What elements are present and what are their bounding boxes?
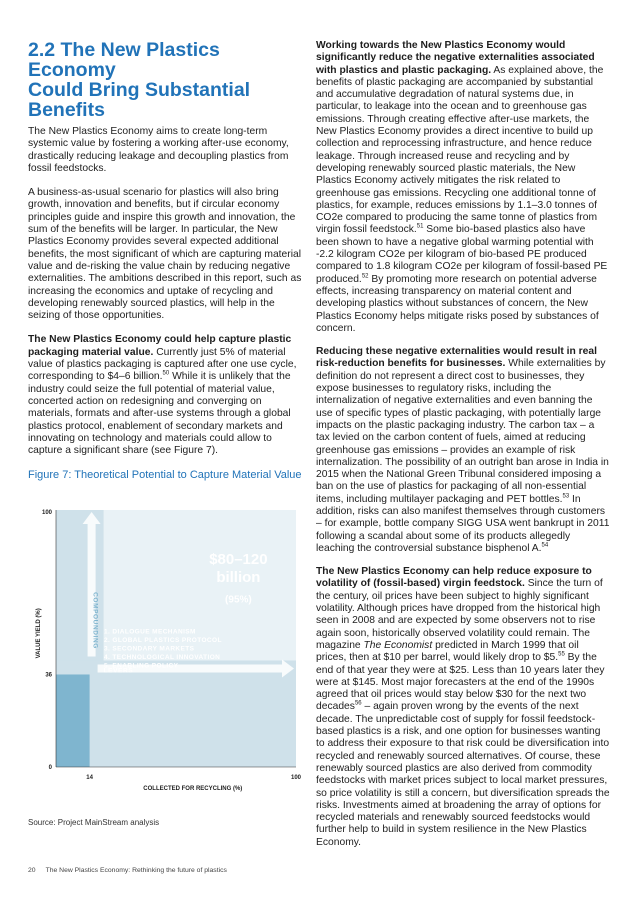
right-p2-lead: Reducing these negative externalities would result in real risk-reduction benefits for businesses. bbox=[316, 346, 597, 370]
right-p1-text-c: By promoting more research on potential adverse effects, increasing transparency on material content and developing plastics without substances of concern, the New Plastics Economy helps mitigate risks posed by substances of concern. bbox=[316, 273, 599, 334]
right-paragraph-2 bbox=[316, 346, 610, 555]
heading-line-3: Benefits bbox=[28, 99, 105, 121]
right-p3-text-b: predicted in March 1999 that oil prices, then at $10 per barrel, would likely drop to $5. bbox=[316, 639, 579, 664]
left-p3-text-b: While it is unlikely that the industry could seize the full potential of material value, concerted action on redesigning and converging on materials, formats and after-use systems through a global plastics protocol, enablement of secondary markets and innovating on technology and materials could allow to capture a significant share (see Figure 7). bbox=[28, 371, 291, 457]
lever-item: 4. TECHNOLOGICAL INNOVATION bbox=[104, 653, 221, 661]
right-p1-text-a: As explained above, the benefits of plastic packaging are accompanied by substantial and accumulative degradation of natural systems due, in particular, to leakage into the ocean and to greenhouse gas emissions. Through creating effective after-use markets, the New Plastics Economy provides a direct incentive to build up collection and reprocessing infrastructure, and hence reduce leakage. Through increased reuse and recycling and by developing renewably sourced plastic materials, the New Plastics Economy actively mitigates the risk related to greenhouse gas emissions. Recycling one additional tonne of plastics, for example, reduces emissions by 1.1–3.0 tonnes of CO2e compared to producing the same tonne of plastics from virgin fossil feedstock. bbox=[316, 64, 604, 236]
page-footer bbox=[28, 866, 237, 875]
right-p2-text-b: In addition, risks can also manifest themselves through customers – for example, bottle company SIGG USA went bankrupt in 2011 following a scandal about some of its products allegedly leaching the controversial substance bisphenol A. bbox=[316, 493, 610, 554]
x-axis-label: COLLECTED FOR RECYCLING (%) bbox=[143, 786, 243, 792]
compounding-label: COMPOUNDING bbox=[91, 592, 99, 649]
x-tick-label: 14 bbox=[86, 775, 93, 781]
lever-item: 1. DIALOGUE MECHANISM bbox=[104, 628, 196, 636]
footer-title: The New Plastics Economy: Rethinking the future of plastics bbox=[45, 867, 227, 874]
footnote-53: 53 bbox=[562, 493, 570, 500]
right-p3-italic: The Economist bbox=[363, 639, 433, 651]
footnote-50: 50 bbox=[162, 370, 170, 377]
right-paragraph-3 bbox=[316, 566, 610, 849]
value-label: $80–120 bbox=[209, 550, 268, 568]
y-tick-label: 100 bbox=[41, 510, 52, 516]
levers-band bbox=[56, 660, 296, 767]
y-tick-label: 36 bbox=[45, 672, 52, 679]
value-label-billion: billion bbox=[216, 568, 261, 586]
footnote-51: 51 bbox=[416, 224, 424, 231]
footnote-55: 55 bbox=[558, 651, 565, 658]
lever-item: 5. ENABLING POLICY bbox=[104, 662, 179, 670]
right-p2-text-a: While externalities by definition do not represent a direct cost to businesses, they expose businesses to regulatory risks, including the internalization of negative externalities and even banning the use of specific types of plastic packaging, with potentially large impacts on the plastic packaging industry. The carbon tax – a tax levied on the carbon content of fuels, aimed at reducing greenhouse gas emissions – provides an example of risk internalization. The possibility of an outright ban arose in India in 2015 when the National Green Tribunal considered imposing a ban on the use of plastics for packaging of all non-essential items, including multilayer packaging and PET bottles. bbox=[316, 358, 609, 505]
right-p1-lead: Working towards the New Plastics Economy would significantly reduce the negative externalities associated with plastics and plastic packaging. bbox=[316, 40, 595, 76]
right-paragraph-1 bbox=[316, 40, 610, 335]
figure-title: Figure 7: Theoretical Potential to Capture Material Value bbox=[28, 469, 302, 481]
right-p3-text-c: By the end of that year they were at $25. Less than 10 years later they were at $145. Most major forecasters at the end of the 1990s agreed that oil prices would stay below $30 for the next two decades bbox=[316, 652, 605, 713]
left-column bbox=[28, 100, 308, 457]
left-paragraph-2: A business-as-usual scenario for plastics will also bring growth, innovation and benefits, but if circular economy principles guide and inspire this growth and innovation, the sum of the benefits will be larger. In particular, the New Plastics Economy provides several expected additional benefits, the most significant of which are capturing material value and de-risking the value chain by reducing negative externalities. The ambitions described in this report, such as increasing the economics and uptake of recycling and developing renewably sourced plastics, will help in the seizing of those opportunities. bbox=[28, 187, 302, 322]
left-paragraph-3 bbox=[28, 334, 308, 457]
right-p3-text-d: – again proven wrong by the events of the next decade. The unpredictable cost of supply for fossil feedstock-based plastics is a risk, and one option for businesses wanting to address their exposure to that risk could be diversification into recycled and renewably sourced alternatives. Of course, these renewably sourced plastics are also derived from commodity feedstocks with market prices subject to local market pressures, so price volatility is still a concern, but diversification spreads the risks. Investments aimed at broadening the array of options for recycled materials and renewably sourced feedstocks would further help to build in system resilience in the New Plastics Economy. bbox=[316, 701, 610, 848]
heading-line-1: 2.2 The New Plastics Economy bbox=[28, 39, 220, 81]
y-axis-label: VALUE YIELD (%) bbox=[36, 608, 42, 659]
levers-label: LEVERS bbox=[103, 667, 134, 675]
right-p1-text-b: Some bio-based plastics also have been shown to have a negative global warming potential with -2.2 kilogram CO2e per kilogram of bio-based PE produced compared to 1.8 kilogram CO2e per kilogram of fossil-based PE produced. bbox=[316, 224, 608, 285]
chart-svg bbox=[28, 500, 318, 800]
heading-line-2: Could Bring Substantial bbox=[28, 79, 251, 101]
footnote-56: 56 bbox=[354, 701, 362, 708]
right-p3-text-a: Since the turn of the century, oil prices have been subject to highly significant volatility. Although prices have dropped from the historical high seen in 2008 and are expected by some observers not to rise again soon, historically observed volatility could remain. The magazine bbox=[316, 578, 603, 651]
x-tick-label: 100 bbox=[290, 775, 302, 781]
footnote-52: 52 bbox=[361, 273, 369, 280]
lever-item: 3. SECONDARY MARKETS bbox=[104, 645, 195, 653]
page-number: 20 bbox=[28, 867, 36, 874]
right-column bbox=[316, 40, 610, 849]
left-p3-lead: The New Plastics Economy could help capture plastic packaging material value. bbox=[28, 334, 292, 358]
current-value-region bbox=[56, 674, 90, 767]
right-p3-lead: The New Plastics Economy can help reduce exposure to volatility of (fossil-based) virgin feedstock. bbox=[316, 566, 592, 590]
y-tick-label: 0 bbox=[48, 765, 52, 771]
left-paragraph-1: The New Plastics Economy aims to create long-term systemic value by fostering a working after-use economy, drastically reducing leakage and decoupling plastics from fossil feedstocks. bbox=[28, 126, 289, 174]
left-p3-text-a: Currently just 5% of material value of plastics packaging is captured after one use cycle, corresponding to $4–6 billion. bbox=[28, 346, 297, 383]
figure-chart bbox=[28, 500, 318, 800]
figure-source: Source: Project MainStream analysis bbox=[28, 818, 160, 827]
value-percent: (95%) bbox=[225, 594, 252, 606]
lever-item: 2. GLOBAL PLASTICS PROTOCOL bbox=[104, 636, 222, 644]
footnote-54: 54 bbox=[541, 542, 549, 549]
